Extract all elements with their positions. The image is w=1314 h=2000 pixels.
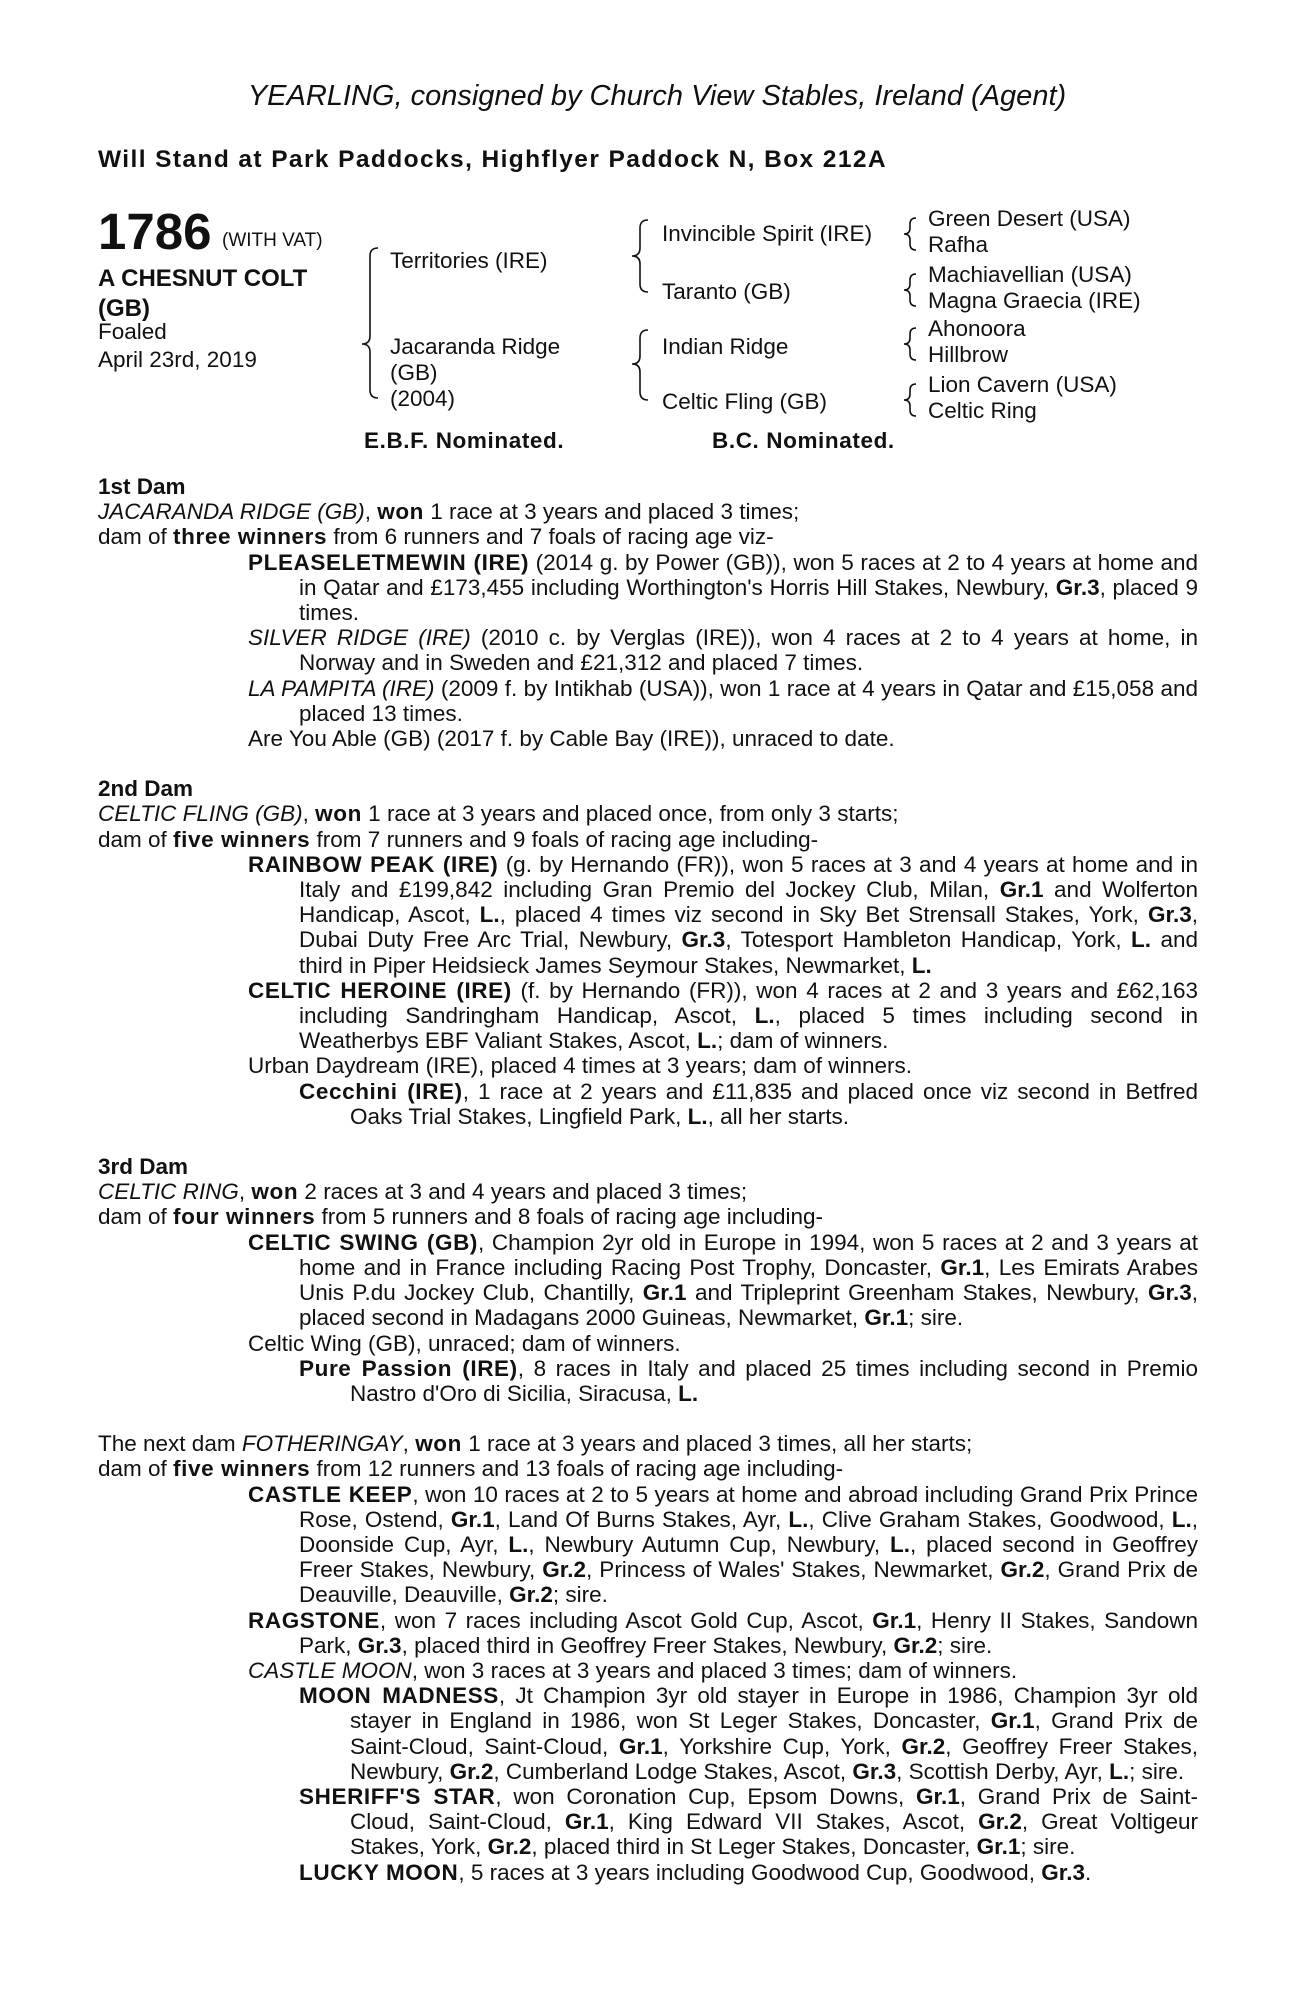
grade: Gr.2 <box>893 1632 938 1658</box>
produce-entry <box>98 676 1198 726</box>
text: 2 races at 3 and 4 years and placed 3 times; <box>298 1179 748 1205</box>
third-dam-section <box>98 1154 1198 1406</box>
bracket-gen2-sire <box>632 220 648 292</box>
grade: Gr.2 <box>487 1834 532 1860</box>
text: , Grand Prix de Saint-Cloud, Saint-Cloud, <box>350 1708 1198 1759</box>
text: , Les Emirats Arabes Unis P.du Jockey Club, Chantilly, <box>299 1254 1198 1306</box>
text: , Champion 2yr old in Europe in 1994, won 5 races at 2 and 3 years at home and in France including Racing Post Trophy, Doncaster, <box>299 1229 1198 1280</box>
winners-count: three winners <box>173 524 328 550</box>
text: , Doonside Cup, Ayr, <box>299 1506 1198 1557</box>
text: , Cumberland Lodge Stakes, Ascot, <box>493 1758 853 1784</box>
text: , Henry II Stakes, Sandown Park, <box>299 1607 1198 1658</box>
pedigree-dam-year: (2004) <box>390 386 456 411</box>
text: , <box>302 801 316 827</box>
produce-entry <box>98 1482 1198 1608</box>
lot-description-line-1: A CHESNUT COLT <box>98 265 308 292</box>
text: dam of <box>98 1204 174 1230</box>
horse-name: SHERIFF'S STAR <box>299 1783 496 1809</box>
first-dam-section <box>98 474 1198 751</box>
bracket-gen3-2 <box>904 274 916 306</box>
text: (2009 f. by Intikhab (USA)), won 1 race at 4 years in Qatar and £15,058 and placed 13 times. <box>299 675 1198 726</box>
horse-name: CELTIC HEROINE (IRE) <box>248 977 512 1003</box>
text: , Scottish Derby, Ayr, <box>896 1758 1110 1784</box>
grade: Gr.2 <box>901 1733 946 1759</box>
dam-name: CELTIC FLING (GB) <box>98 801 303 827</box>
produce-entry <box>98 1658 1198 1683</box>
text: dam of <box>98 524 174 550</box>
section-heading: 2nd Dam <box>98 776 194 802</box>
grade: Gr.1 <box>872 1607 917 1633</box>
text: , Land Of Burns Stakes, Ayr, <box>494 1506 789 1532</box>
grade: Gr.1 <box>976 1834 1021 1860</box>
second-dam-section <box>98 776 1198 1129</box>
horse-name: LA PAMPITA (IRE) <box>248 675 435 701</box>
pedigree-dss: Ahonoora <box>928 316 1026 341</box>
horse-name: CASTLE MOON <box>248 1657 412 1683</box>
text: , Totesport Hambleton Handicap, York, <box>725 927 1132 953</box>
grandproduce-entry <box>98 1683 1198 1784</box>
produce-entry <box>98 726 1198 751</box>
text: . <box>1084 1859 1092 1885</box>
text: , placed second in Geoffrey Freer Stakes, Newbury, <box>299 1531 1198 1583</box>
horse-name: Pure Passion (IRE) <box>299 1355 518 1381</box>
pedigree-dds: Lion Cavern (USA) <box>928 372 1117 397</box>
grandproduce-entry <box>98 1079 1198 1129</box>
dam-summary <box>98 1431 1198 1456</box>
text: , placed 9 times. <box>299 574 1198 626</box>
foaled-date: April 23rd, 2019 <box>98 347 257 372</box>
catalogue-body <box>98 474 1198 1885</box>
text: ; sire. <box>552 1582 608 1608</box>
grade: Gr.3 <box>1041 1859 1085 1885</box>
pedigree-dsd: Hillbrow <box>928 342 1009 367</box>
produce-entry <box>98 978 1198 1054</box>
vat-note: (WITH VAT) <box>222 230 323 251</box>
listed: L. <box>889 1531 910 1557</box>
text: and third in Piper Heidsieck James Seymour Stakes, Newmarket, <box>299 927 1199 978</box>
text: , placed 4 times viz second in Sky Bet Strensall Stakes, York, <box>499 902 1148 928</box>
text: from 7 runners and 9 foals of racing age including- <box>310 826 819 852</box>
section-heading: 1st Dam <box>98 474 186 499</box>
grade: Gr.3 <box>1147 902 1192 928</box>
lot-description-line-2: (GB) <box>98 295 150 322</box>
grade: Gr.1 <box>940 1254 985 1280</box>
bracket-gen3-4 <box>904 384 916 416</box>
produce-entry <box>98 1608 1198 1658</box>
section-heading: 3rd Dam <box>98 1154 189 1180</box>
text: dam of <box>98 826 174 852</box>
text: , King Edward VII Stakes, Ascot, <box>608 1809 979 1835</box>
grade: Gr.1 <box>990 1708 1035 1734</box>
text: (f. by Hernando (FR)), won 4 races at 2 and 3 years and £62,163 including Sandringham Handicap, Ascot, <box>299 977 1198 1029</box>
bc-nominated: B.C. Nominated. <box>712 428 895 453</box>
text: , Princess of Wales' Stakes, Newmarket, <box>586 1557 1001 1583</box>
grade: Gr.1 <box>618 1733 663 1759</box>
pedigree-sire-dam: Taranto (GB) <box>662 279 791 304</box>
listed: L. <box>697 1028 718 1054</box>
foaled-label: Foaled <box>98 319 167 344</box>
listed: L. <box>678 1380 699 1406</box>
won-label: won <box>251 1179 299 1205</box>
text: , won 3 races at 3 years and placed 3 times; dam of winners. <box>411 1657 1018 1683</box>
text: , <box>364 499 378 525</box>
grade: Gr.3 <box>852 1758 897 1784</box>
text: (2010 c. by Verglas (IRE)), won 4 races at 2 to 4 years at home, in Norway and in Sweden and £21,312 and placed 7 times. <box>299 625 1199 676</box>
bracket-gen3-1 <box>904 218 916 250</box>
text: , won 10 races at 2 to 5 years at home and abroad including Grand Prix Prince Rose, Ostend, <box>299 1481 1198 1532</box>
text: , <box>238 1179 252 1205</box>
pedigree-sdd: Magna Graecia (IRE) <box>928 288 1141 313</box>
horse-name: CASTLE KEEP <box>248 1481 413 1507</box>
horse-name: RAINBOW PEAK (IRE) <box>248 851 499 877</box>
listed: L. <box>687 1103 708 1129</box>
listed: L. <box>754 1003 775 1029</box>
produce-entry <box>98 550 1198 626</box>
text: ; sire. <box>908 1305 964 1331</box>
next-dam-section <box>98 1431 1198 1885</box>
grade: Gr.1 <box>915 1783 960 1809</box>
ebf-nominated: E.B.F. Nominated. <box>364 428 565 453</box>
pedigree-dam-country: (GB) <box>390 360 438 385</box>
dam-name: CELTIC RING <box>98 1179 239 1205</box>
text: ; sire. <box>1129 1758 1185 1784</box>
text: , Great Voltigeur Stakes, York, <box>350 1809 1198 1860</box>
grade: Gr.1 <box>450 1506 495 1532</box>
text: 1 race at 3 years and placed 3 times; <box>424 499 800 525</box>
dam-summary <box>98 801 1198 826</box>
text: , Jt Champion 3yr old stayer in Europe in 1986, Champion 3yr old stayer in England in 1986, won St Leger Stakes, Doncaster, <box>350 1683 1198 1734</box>
pedigree-dam-name: Jacaranda Ridge <box>390 334 561 359</box>
grade: Gr.1 <box>642 1280 687 1306</box>
grade: Gr.2 <box>978 1809 1022 1835</box>
text: and Tripleprint Greenham Stakes, Newbury, <box>686 1280 1148 1306</box>
listed: L. <box>788 1506 809 1532</box>
bracket-gen1 <box>362 248 378 398</box>
pedigree-dam-sire: Indian Ridge <box>662 334 789 359</box>
text: , 1 race at 2 years and £11,835 and placed once viz second in Betfred Oaks Trial Stakes, Lingfield Park, <box>350 1078 1198 1129</box>
grandproduce-entry <box>98 1784 1198 1860</box>
text: Are You Able (GB) (2017 f. by Cable Bay (IRE)), unraced to date. <box>248 726 895 752</box>
won-label: won <box>315 801 362 827</box>
winners-count: five winners <box>173 1456 311 1482</box>
text: Celtic Wing (GB), unraced; dam of winners. <box>248 1330 681 1356</box>
text: from 12 runners and 13 foals of racing age including- <box>310 1456 844 1482</box>
listed: L. <box>1109 1758 1130 1784</box>
text: , placed second in Madagans 2000 Guineas, Newmarket, <box>299 1280 1198 1331</box>
stand-location: Will Stand at Park Paddocks, Highflyer Paddock N, Box 212A <box>98 146 887 173</box>
horse-name: PLEASELETMEWIN (IRE) <box>248 549 530 575</box>
bracket-gen3-3 <box>904 328 916 360</box>
pedigree-sire-sire: Invincible Spirit (IRE) <box>662 221 873 246</box>
grade: Gr.1 <box>564 1809 609 1835</box>
grade: Gr.3 <box>681 927 726 953</box>
text: , 8 races in Italy and placed 25 times including second in Premio Nastro d'Oro di Sicilia, Siracusa, <box>350 1355 1198 1406</box>
grade: Gr.2 <box>1000 1557 1045 1583</box>
grade: Gr.3 <box>1147 1280 1192 1306</box>
dam-name: FOTHERINGAY <box>241 1431 403 1457</box>
text: ; sire. <box>1020 1834 1076 1860</box>
grade: Gr.2 <box>542 1557 587 1583</box>
grade: Gr.1 <box>864 1305 909 1331</box>
horse-name: CELTIC SWING (GB) <box>248 1229 479 1255</box>
text: , placed 5 times including second in Weatherbys EBF Valiant Stakes, Ascot, <box>299 1003 1198 1054</box>
text: , Yorkshire Cup, York, <box>662 1733 902 1759</box>
text: from 5 runners and 8 foals of racing age including- <box>315 1204 824 1230</box>
horse-name: RAGSTONE <box>248 1607 380 1633</box>
dam-name: JACARANDA RIDGE (GB) <box>98 499 365 525</box>
text: , 5 races at 3 years including Goodwood Cup, Goodwood, <box>458 1859 1042 1885</box>
grandproduce-entry <box>98 1356 1198 1406</box>
horse-name: LUCKY MOON <box>299 1859 459 1885</box>
grade: Gr.1 <box>999 877 1044 903</box>
grade: Gr.3 <box>1055 574 1100 600</box>
listed: L. <box>911 952 932 978</box>
text: , Newbury Autumn Cup, Newbury, <box>528 1531 890 1557</box>
text: 1 race at 3 years and placed once, from only 3 starts; <box>361 801 899 827</box>
text: , Clive Graham Stakes, Goodwood, <box>808 1506 1172 1532</box>
pedigree-ssd: Rafha <box>928 232 989 257</box>
pedigree-dam-dam: Celtic Fling (GB) <box>662 389 828 414</box>
grade: Gr.2 <box>509 1582 553 1608</box>
winners-count: four winners <box>173 1204 316 1230</box>
text: , Geoffrey Freer Stakes, Newbury, <box>350 1733 1199 1784</box>
text: Urban Daydream (IRE), placed 4 times at 3 years; dam of winners. <box>248 1053 913 1079</box>
text: , Grand Prix de Saint-Cloud, Saint-Cloud, <box>350 1783 1199 1835</box>
produce-entry <box>98 1230 1198 1331</box>
horse-name: Cecchini (IRE) <box>299 1078 463 1104</box>
winners-summary <box>98 827 1198 852</box>
listed: L. <box>508 1531 529 1557</box>
text: The next dam <box>98 1431 242 1457</box>
text: , Dubai Duty Free Arc Trial, Newbury, <box>299 902 1198 953</box>
text: 1 race at 3 years and placed 3 times, all her starts; <box>461 1431 973 1457</box>
text: , won Coronation Cup, Epsom Downs, <box>495 1783 916 1809</box>
pedigree-sds: Machiavellian (USA) <box>928 262 1132 287</box>
pedigree-ddd: Celtic Ring <box>928 398 1037 423</box>
text: , placed third in St Leger Stakes, Doncaster, <box>531 1834 977 1860</box>
won-label: won <box>377 499 425 525</box>
pedigree-sss: Green Desert (USA) <box>928 206 1131 231</box>
winners-summary <box>98 1204 1198 1229</box>
won-label: won <box>415 1431 462 1457</box>
produce-entry <box>98 625 1198 675</box>
listed: L. <box>1171 1506 1192 1532</box>
pedigree-dam <box>390 334 560 412</box>
grade: Gr.2 <box>449 1758 494 1784</box>
winners-summary <box>98 1456 1198 1481</box>
text: , placed third in Geoffrey Freer Stakes, Newbury, <box>401 1632 894 1658</box>
dam-summary <box>98 1179 1198 1204</box>
produce-entry <box>98 1331 1198 1356</box>
lot-number: 1786 <box>98 203 212 260</box>
winners-count: five winners <box>173 826 311 852</box>
winners-summary <box>98 524 1198 549</box>
produce-entry <box>98 852 1198 978</box>
pedigree-sire: Territories (IRE) <box>390 248 548 273</box>
text: , <box>402 1431 416 1457</box>
text: , Grand Prix de Deauville, Deauville, <box>299 1557 1198 1608</box>
grandproduce-entry <box>98 1860 1198 1885</box>
text: (2014 g. by Power (GB)), won 5 races at 2 to 4 years at home and in Qatar and £173,455 including Worthington's Horris Hill Stakes, Newbury, <box>299 549 1198 600</box>
text: dam of <box>98 1456 174 1482</box>
horse-name: SILVER RIDGE (IRE) <box>248 625 471 651</box>
text: , all her starts. <box>707 1103 849 1129</box>
produce-entry <box>98 1053 1198 1078</box>
horse-name: MOON MADNESS <box>299 1683 499 1709</box>
listed: L. <box>1131 927 1152 953</box>
page-title: YEARLING, consigned by Church View Stables, Ireland (Agent) <box>247 80 1067 112</box>
text: , won 7 races including Ascot Gold Cup, Ascot, <box>379 1607 873 1633</box>
bracket-gen2-dam <box>632 330 648 400</box>
text: and Wolferton Handicap, Ascot, <box>299 877 1198 928</box>
text: ; dam of winners. <box>717 1028 889 1054</box>
text: (g. by Hernando (FR)), won 5 races at 3 and 4 years at home and in Italy and £199,842 including Gran Premio del Jockey Club, Milan, <box>299 851 1198 903</box>
grade: Gr.3 <box>357 1632 402 1658</box>
text: ; sire. <box>937 1632 993 1658</box>
text: from 6 runners and 7 foals of racing age viz- <box>327 524 774 550</box>
listed: L. <box>479 902 500 928</box>
dam-summary <box>98 499 1198 524</box>
